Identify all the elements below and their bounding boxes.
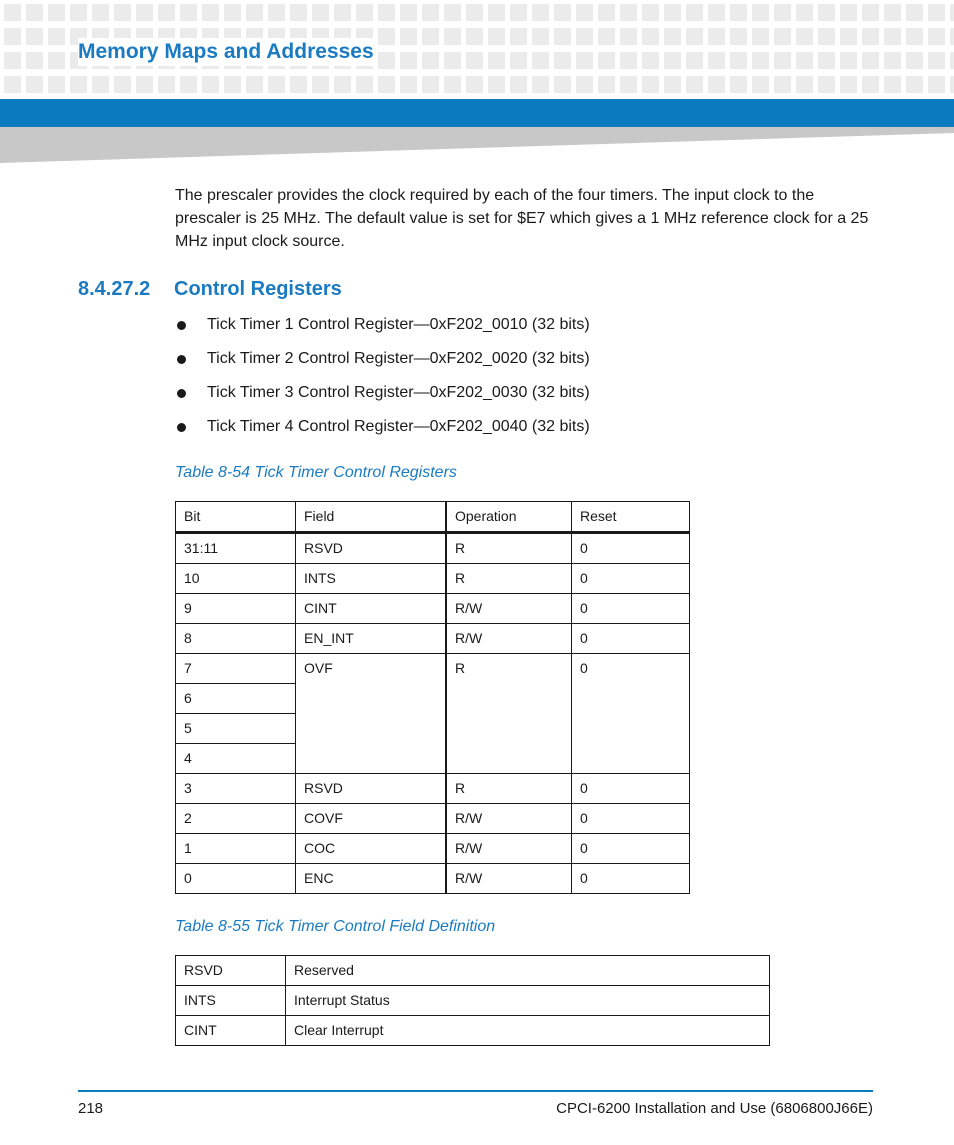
list-item: Tick Timer 1 Control Register—0xF202_0010 (32 bits) [175, 312, 590, 346]
register-list [175, 312, 590, 448]
table-row [176, 956, 770, 986]
table-cell: 10 [176, 564, 296, 594]
bullet-icon [177, 321, 186, 330]
table-cell: 0 [572, 804, 690, 834]
table-55-caption: Table 8-55 Tick Timer Control Field Definition [175, 918, 496, 935]
table-cell: 0 [572, 774, 690, 804]
table-cell: Reserved [286, 956, 770, 986]
table-cell: 0 [176, 864, 296, 894]
table-cell: R/W [446, 834, 572, 864]
table-cell: INTS [176, 986, 286, 1016]
table-cell: 0 [572, 533, 690, 564]
table-cell: OVF [296, 654, 447, 774]
table-cell: 0 [572, 834, 690, 864]
table-cell: 0 [572, 864, 690, 894]
table-cell: 0 [572, 624, 690, 654]
table-cell: 6 [176, 684, 296, 714]
list-item: Tick Timer 2 Control Register—0xF202_0020 (32 bits) [175, 346, 590, 380]
table-cell: RSVD [296, 774, 447, 804]
table-cell: 4 [176, 744, 296, 774]
table-cell: CINT [296, 594, 447, 624]
page-header-title: Memory Maps and Addresses [78, 38, 378, 66]
table-cell: COVF [296, 804, 447, 834]
table-cell: EN_INT [296, 624, 447, 654]
section-heading [78, 278, 342, 301]
header-grey-wedge [0, 127, 954, 163]
section-title: Control Registers [174, 278, 342, 300]
table-cell: 2 [176, 804, 296, 834]
list-item: Tick Timer 4 Control Register—0xF202_0040 (32 bits) [175, 414, 590, 448]
table-cell: 7 [176, 654, 296, 684]
table-cell: COC [296, 834, 447, 864]
table-cell: Interrupt Status [286, 986, 770, 1016]
table-cell: RSVD [296, 533, 447, 564]
tick-timer-field-definition-table [175, 955, 770, 1046]
table-cell: R/W [446, 864, 572, 894]
table-row [176, 594, 690, 624]
table-row [176, 624, 690, 654]
table-cell: 8 [176, 624, 296, 654]
table-row [176, 834, 690, 864]
document-title: CPCI-6200 Installation and Use (6806800J66E) [556, 1100, 873, 1117]
table-cell: R/W [446, 594, 572, 624]
table-cell: INTS [296, 564, 447, 594]
table-cell: 1 [176, 834, 296, 864]
table-row [176, 533, 690, 564]
table-cell: 0 [572, 594, 690, 624]
table-row [176, 864, 690, 894]
table-row [176, 564, 690, 594]
tick-timer-control-registers-table [175, 501, 690, 894]
header-blue-band [0, 99, 954, 127]
footer-rule [78, 1090, 873, 1092]
table-cell: R [446, 533, 572, 564]
column-header: Reset [572, 502, 690, 533]
table-cell: 9 [176, 594, 296, 624]
table-cell: 3 [176, 774, 296, 804]
list-item: Tick Timer 3 Control Register—0xF202_0030 (32 bits) [175, 380, 590, 414]
table-row [176, 804, 690, 834]
bullet-icon [177, 355, 186, 364]
table-cell: 5 [176, 714, 296, 744]
table-cell: R/W [446, 804, 572, 834]
table-header-row [176, 502, 690, 533]
table-cell: R [446, 654, 572, 774]
table-cell: 0 [572, 564, 690, 594]
table-cell: R/W [446, 624, 572, 654]
page-number: 218 [78, 1100, 104, 1117]
table-cell: Clear Interrupt [286, 1016, 770, 1046]
table-cell: CINT [176, 1016, 286, 1046]
table-cell: R [446, 564, 572, 594]
column-header: Operation [446, 502, 572, 533]
table-cell: R [446, 774, 572, 804]
bullet-icon [177, 389, 186, 398]
section-number: 8.4.27.2 [78, 278, 151, 300]
bullet-icon [177, 423, 186, 432]
column-header: Bit [176, 502, 296, 533]
table-cell: 0 [572, 654, 690, 774]
table-cell: 31:11 [176, 533, 296, 564]
table-row [176, 1016, 770, 1046]
table-54-caption: Table 8-54 Tick Timer Control Registers [175, 464, 457, 481]
column-header: Field [296, 502, 447, 533]
table-row [176, 774, 690, 804]
table-row [176, 986, 770, 1016]
table-cell: RSVD [176, 956, 286, 986]
table-cell: ENC [296, 864, 447, 894]
table-row [176, 654, 690, 684]
intro-paragraph: The prescaler provides the clock required by each of the four timers. The input clock to the prescaler is 25 MHz. The default value is set for $E7 which gives a 1 MHz reference clock for a 25 MHz input clock source. [175, 187, 869, 250]
